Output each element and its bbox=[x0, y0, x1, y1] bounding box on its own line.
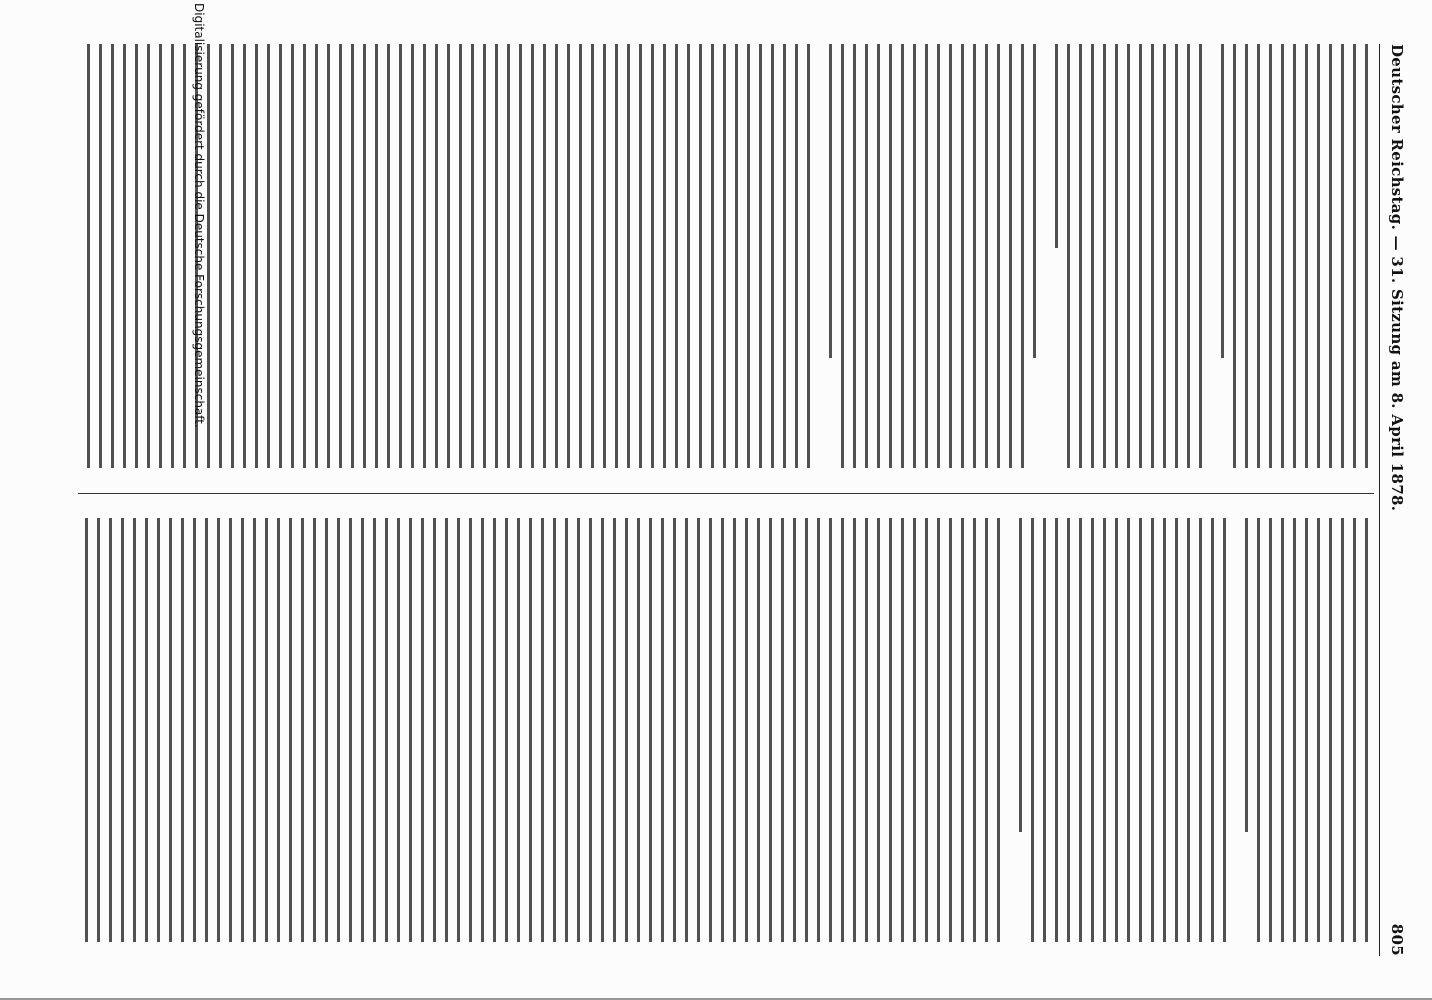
header-title: Deutscher Reichstag. — 31. Sitzung am 8. April 1878. bbox=[1388, 44, 1406, 512]
left-text-column bbox=[82, 44, 1368, 468]
right-text-column bbox=[82, 518, 1368, 942]
digitization-note: Digitalisierung gefördert durch die Deutsche Forschungsgemeinschaft. bbox=[192, 3, 206, 428]
header-rule bbox=[1379, 44, 1380, 956]
column-divider bbox=[78, 493, 1374, 494]
page-number: 805 bbox=[1388, 923, 1406, 956]
page-header bbox=[1382, 44, 1406, 956]
